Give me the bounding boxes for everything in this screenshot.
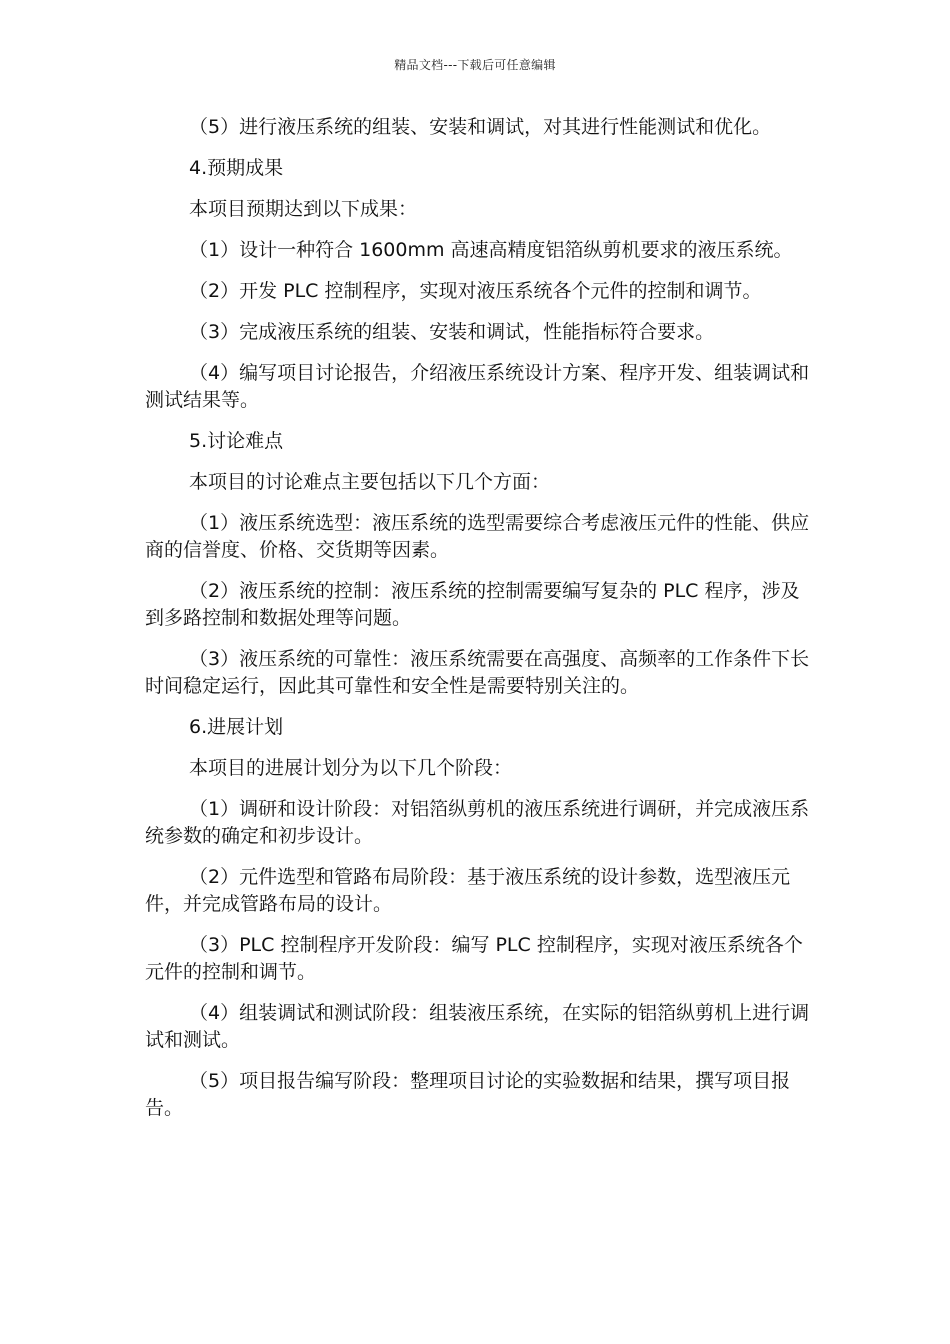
list-item-stage-4: （4）组装调试和测试阶段：组装液压系统，在实际的铝箔纵剪机上进行调试和测试。 xyxy=(145,1002,810,1051)
document-body xyxy=(145,114,815,1136)
list-item-result-2: （2）开发 PLC 控制程序，实现对液压系统各个元件的控制和调节。 xyxy=(189,280,762,302)
paragraph-results-intro: 本项目预期达到以下成果： xyxy=(189,198,418,220)
list-item-result-1: （1）设计一种符合 1600mm 高速高精度铝箔纵剪机要求的液压系统。 xyxy=(189,239,793,261)
paragraph-step-5-assembly: （5）进行液压系统的组装、安装和调试，对其进行性能测试和优化。 xyxy=(189,116,772,138)
page-header: 精品文档---下载后可任意编辑 xyxy=(394,58,556,72)
list-item-difficulty-2: （2）液压系统的控制：液压系统的控制需要编写复杂的 PLC 程序，涉及到多路控制和数据处理等问题。 xyxy=(145,580,800,629)
section-heading-difficulties: 5.讨论难点 xyxy=(189,430,284,452)
paragraph-difficulties-intro: 本项目的讨论难点主要包括以下几个方面： xyxy=(189,471,551,493)
list-item-stage-1: （1）调研和设计阶段：对铝箔纵剪机的液压系统进行调研，并完成液压系统参数的确定和初步设计。 xyxy=(145,798,810,847)
list-item-difficulty-3: （3）液压系统的可靠性：液压系统需要在高强度、高频率的工作条件下长时间稳定运行，因此其可靠性和安全性是需要特别关注的。 xyxy=(145,648,810,697)
paragraph-schedule-intro: 本项目的进展计划分为以下几个阶段： xyxy=(189,757,513,779)
list-item-result-3: （3）完成液压系统的组装、安装和调试，性能指标符合要求。 xyxy=(189,321,715,343)
section-heading-schedule: 6.进展计划 xyxy=(189,716,284,738)
list-item-stage-5: （5）项目报告编写阶段：整理项目讨论的实验数据和结果，撰写项目报告。 xyxy=(145,1070,791,1119)
list-item-stage-3: （3）PLC 控制程序开发阶段：编写 PLC 控制程序，实现对液压系统各个元件的控制和调节。 xyxy=(145,934,803,983)
list-item-stage-2: （2）元件选型和管路布局阶段：基于液压系统的设计参数，选型液压元件，并完成管路布局的设计。 xyxy=(145,866,791,915)
list-item-result-4: （4）编写项目讨论报告，介绍液压系统设计方案、程序开发、组装调试和测试结果等。 xyxy=(145,362,810,411)
list-item-difficulty-1: （1）液压系统选型：液压系统的选型需要综合考虑液压元件的性能、供应商的信誉度、价格、交货期等因素。 xyxy=(145,512,810,561)
section-heading-expected-results: 4.预期成果 xyxy=(189,157,284,179)
